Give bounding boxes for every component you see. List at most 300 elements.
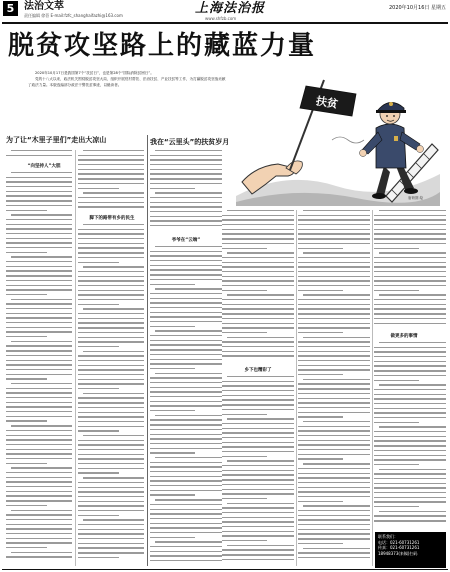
text-line: [227, 294, 294, 295]
text-line: [11, 150, 72, 151]
text-line: [374, 422, 419, 423]
text-line: [6, 191, 72, 192]
text-line: [379, 210, 446, 211]
text-line: [155, 415, 222, 416]
text-line: [150, 216, 222, 217]
text-line: [6, 538, 72, 539]
text-line: [222, 385, 294, 386]
text-line: [6, 327, 72, 328]
footer-divider: [2, 569, 448, 570]
text-line: [83, 519, 144, 520]
page-headline: 脱贫攻坚路上的藏蓝力量: [8, 31, 317, 61]
text-line: [11, 552, 72, 553]
text-line: [222, 489, 294, 490]
text-line: [150, 354, 222, 355]
text-line: [78, 159, 144, 160]
text-line: [298, 374, 343, 375]
text-line: [298, 473, 370, 474]
text-line: [78, 533, 144, 534]
text-line: [78, 487, 144, 488]
column-divider: [75, 150, 76, 566]
text-line: [374, 365, 446, 366]
text-line: [150, 312, 222, 313]
text-line: [150, 326, 195, 327]
text-line: [155, 457, 222, 458]
text-line: [298, 238, 370, 239]
sub-heading: 脚下的路带有乡的民生: [89, 216, 135, 221]
text-line: [150, 419, 222, 420]
text-line: [227, 545, 294, 546]
text-line: [6, 449, 72, 450]
text-line: [298, 341, 370, 342]
text-line: [374, 304, 446, 305]
text-line: [374, 506, 419, 507]
text-line: [222, 404, 294, 405]
text-line: [379, 252, 446, 253]
page-number: 5: [3, 1, 18, 16]
text-line: [78, 397, 144, 398]
text-line: [222, 535, 294, 536]
text-line: [6, 181, 72, 182]
text-line: [78, 233, 144, 234]
text-line: [222, 280, 294, 281]
text-line: [374, 375, 446, 376]
text-line: [78, 515, 119, 516]
text-line: [150, 220, 222, 221]
text-line: [78, 388, 119, 389]
text-line: [78, 322, 144, 323]
text-column: [78, 224, 144, 566]
text-line: [298, 224, 370, 225]
text-line: [374, 229, 446, 230]
text-line: [222, 465, 294, 466]
text-line: [78, 402, 144, 403]
text-line: [222, 498, 267, 499]
text-line: [222, 233, 294, 234]
sub-heading: 爷爷在“云端”: [171, 238, 201, 243]
text-line: [298, 365, 370, 366]
text-line: [222, 442, 294, 443]
text-line: [6, 200, 72, 201]
text-line: [78, 440, 144, 441]
text-line: [6, 303, 72, 304]
text-column: [298, 210, 370, 566]
text-line: [6, 542, 72, 543]
text-line: [298, 444, 370, 445]
text-line: [78, 271, 144, 272]
text-line: [374, 445, 446, 446]
text-line: [298, 402, 370, 403]
text-line: [298, 280, 370, 281]
text-line: [298, 430, 370, 431]
text-line: [303, 421, 370, 422]
text-line: [11, 467, 72, 468]
text-line: [11, 256, 72, 257]
text-line: [374, 285, 446, 286]
text-line: [6, 308, 72, 309]
text-line: [374, 356, 446, 357]
text-line: [150, 368, 195, 369]
text-line: [298, 332, 343, 333]
text-line: [6, 519, 72, 520]
text-line: [222, 219, 294, 220]
text-line: [150, 396, 222, 397]
text-line: [298, 458, 343, 459]
article-title-right: 我在“云里头”的扶贫岁月: [150, 138, 230, 146]
text-line: [78, 369, 144, 370]
text-line: [298, 266, 370, 267]
text-line: [6, 270, 72, 271]
text-line: [78, 178, 144, 179]
text-line: [298, 276, 370, 277]
text-line: [11, 383, 72, 384]
text-line: [6, 350, 72, 351]
text-line: [298, 449, 370, 450]
text-line: [222, 409, 294, 410]
text-line: [150, 532, 222, 533]
text-line: [298, 304, 370, 305]
text-line: [155, 288, 222, 289]
text-line: [150, 349, 222, 350]
text-line: [6, 392, 72, 393]
text-line: [374, 436, 446, 437]
text-line: [150, 269, 222, 270]
text-line: [374, 257, 446, 258]
text-line: [298, 313, 370, 314]
text-line: [6, 210, 47, 211]
text-line: [298, 299, 370, 300]
illustration-credit: 唐荷图 绘: [408, 196, 424, 200]
text-line: [303, 505, 370, 506]
text-line: [374, 412, 446, 413]
text-line: [6, 266, 72, 267]
text-line: [78, 276, 144, 277]
text-line: [78, 454, 144, 455]
text-line: [83, 266, 144, 267]
contact-line: 18948373(来稿)扫码: [378, 550, 418, 556]
text-line: [374, 271, 446, 272]
text-line: [6, 406, 72, 407]
text-line: [78, 280, 144, 281]
text-line: [78, 444, 144, 445]
text-line: [11, 510, 72, 511]
text-line: [298, 538, 370, 539]
text-line: [150, 429, 222, 430]
text-line: [298, 435, 370, 436]
text-line: [374, 280, 446, 281]
text-line: [78, 183, 144, 184]
text-line: [78, 421, 144, 422]
text-line: [374, 361, 446, 362]
text-line: [298, 308, 370, 309]
text-line: [150, 466, 222, 467]
text-line: [298, 552, 370, 553]
sub-heading: 做更多的事情: [390, 334, 418, 339]
text-line: [78, 472, 119, 473]
text-line: [83, 351, 144, 352]
text-line: [374, 243, 446, 244]
text-line: [6, 345, 72, 346]
text-line: [78, 318, 144, 319]
text-line: [298, 519, 370, 520]
text-line: [222, 451, 294, 452]
text-line: [222, 308, 294, 309]
text-line: [78, 346, 119, 347]
text-line: [298, 533, 370, 534]
text-line: [6, 491, 72, 492]
text-line: [150, 340, 222, 341]
text-line: [374, 417, 446, 418]
text-line: [150, 480, 222, 481]
editor-line: 责任编辑 徐蓓 E-mail:fzfc_shanghaifazhi@163.com: [24, 13, 123, 18]
text-line: [150, 178, 222, 179]
text-line: [6, 233, 72, 234]
text-line: [298, 323, 370, 324]
text-line: [222, 243, 294, 244]
text-line: [78, 290, 144, 291]
text-line: [150, 391, 222, 392]
newspaper-website: www.shfzb.com: [205, 16, 237, 21]
text-line: [222, 238, 294, 239]
text-line: [222, 437, 294, 438]
text-line: [6, 155, 72, 156]
text-line: [150, 255, 222, 256]
text-line: [374, 351, 446, 352]
text-line: [150, 494, 195, 495]
text-line: [150, 155, 222, 156]
text-line: [222, 414, 267, 415]
issue-date: 2020年10月16日 星期五: [388, 5, 446, 11]
text-line: [150, 169, 222, 170]
text-line: [150, 173, 222, 174]
poverty-alleviation-illustration: [236, 70, 440, 206]
text-line: [6, 486, 72, 487]
text-line: [150, 251, 222, 252]
text-line: [6, 364, 72, 365]
text-line: [222, 423, 294, 424]
text-line: [78, 304, 119, 305]
text-line: [222, 493, 294, 494]
text-line: [6, 374, 72, 375]
text-line: [78, 313, 144, 314]
text-line: [78, 285, 144, 286]
text-line: [298, 243, 370, 244]
text-line: [150, 377, 222, 378]
text-column: [6, 172, 72, 566]
text-line: [78, 426, 144, 427]
text-line: [227, 418, 294, 419]
text-line: [222, 276, 294, 277]
text-line: [6, 261, 72, 262]
text-line: [222, 299, 294, 300]
text-line: [150, 401, 222, 402]
text-line: [6, 505, 47, 506]
text-line: [6, 355, 72, 356]
text-line: [150, 476, 222, 477]
text-line: [298, 501, 343, 502]
text-line: [222, 474, 294, 475]
text-line: [150, 279, 222, 280]
text-line: [6, 247, 72, 248]
text-line: [6, 524, 72, 525]
text-line: [374, 370, 446, 371]
text-line: [78, 262, 119, 263]
text-line: [150, 284, 195, 285]
intro-paragraph: 党的十八大以来，政法机关围绕脱贫攻坚大局，组织开展驻村帮扶、法治扶贫、产业扶贫等工作，为打赢脱贫攻坚战贡献了政法力量。本版选编部分政法干警扶贫事迹，以飨读者。: [28, 77, 226, 87]
text-line: [78, 547, 144, 548]
text-line: [298, 510, 370, 511]
text-line: [83, 393, 144, 394]
text-line: [374, 478, 446, 479]
text-line: [6, 481, 72, 482]
text-line: [298, 215, 370, 216]
text-line: [379, 511, 446, 512]
text-line: [298, 229, 370, 230]
text-line: [150, 410, 195, 411]
text-line: [6, 238, 72, 239]
text-line: [6, 533, 72, 534]
text-line: [6, 285, 72, 286]
text-line: [6, 177, 72, 178]
text-line: [150, 206, 222, 207]
text-line: [78, 529, 144, 530]
text-line: [6, 195, 72, 196]
newspaper-title: 上海法治报: [195, 1, 266, 16]
text-line: [6, 205, 72, 206]
text-line: [150, 424, 222, 425]
text-line: [374, 483, 446, 484]
text-line: [6, 219, 72, 220]
text-line: [298, 383, 370, 384]
text-line: [78, 505, 144, 506]
text-line: [222, 549, 294, 550]
text-line: [298, 219, 370, 220]
text-line: [155, 373, 222, 374]
text-line: [222, 351, 294, 352]
text-line: [374, 347, 446, 348]
text-line: [222, 323, 294, 324]
text-line: [298, 271, 370, 272]
text-line: [150, 183, 222, 184]
text-line: [83, 224, 144, 225]
text-line: [150, 335, 222, 336]
text-line: [83, 150, 144, 151]
text-line: [150, 164, 222, 165]
text-line: [298, 412, 370, 413]
text-line: [222, 526, 294, 527]
text-line: [150, 490, 222, 491]
contact-line: 传真：021-60731261: [378, 545, 420, 551]
text-line: [222, 271, 294, 272]
text-line: [6, 224, 72, 225]
text-line: [374, 459, 446, 460]
text-line: [227, 460, 294, 461]
text-line: [298, 233, 370, 234]
text-line: [78, 206, 144, 207]
text-line: [78, 155, 144, 156]
text-line: [222, 428, 294, 429]
text-line: [78, 252, 144, 253]
text-line: [150, 202, 222, 203]
text-line: [11, 299, 72, 300]
text-line: [374, 248, 419, 249]
text-line: [298, 257, 370, 258]
text-line: [78, 360, 144, 361]
text-line: [222, 266, 294, 267]
text-line: [374, 440, 446, 441]
text-line: [155, 499, 222, 500]
text-line: [298, 248, 343, 249]
text-line: [78, 229, 144, 230]
text-line: [150, 537, 195, 538]
text-line: [222, 229, 294, 230]
text-line: [150, 504, 222, 505]
text-line: [6, 556, 72, 557]
text-line: [6, 388, 72, 389]
text-line: [298, 285, 370, 286]
text-line: [78, 299, 144, 300]
text-column: [222, 376, 294, 566]
text-line: [374, 389, 446, 390]
text-line: [78, 496, 144, 497]
text-line: [78, 379, 144, 380]
text-line: [222, 559, 294, 560]
text-line: [155, 541, 222, 542]
intro-text: [28, 71, 228, 89]
text-line: [78, 552, 144, 553]
text-line: [298, 454, 370, 455]
text-line: [6, 453, 72, 454]
text-line: [150, 555, 222, 556]
text-line: [222, 224, 294, 225]
text-line: [374, 215, 446, 216]
text-line: [374, 492, 446, 493]
text-line: [6, 331, 72, 332]
text-line: [374, 313, 446, 314]
text-line: [298, 426, 370, 427]
text-column: [150, 150, 222, 234]
page-header: [0, 0, 450, 22]
column-divider: [296, 210, 297, 566]
text-line: [150, 316, 222, 317]
text-line: [222, 346, 294, 347]
text-line: [78, 355, 144, 356]
text-line: [222, 304, 294, 305]
text-line: [6, 416, 72, 417]
text-line: [298, 524, 370, 525]
text-line: [150, 527, 222, 528]
text-line: [374, 473, 446, 474]
text-line: [6, 369, 72, 370]
text-line: [303, 252, 370, 253]
text-line: [6, 336, 47, 337]
text-line: [150, 546, 222, 547]
text-line: [222, 257, 294, 258]
text-line: [374, 380, 419, 381]
text-line: [83, 192, 144, 193]
text-line: [11, 341, 72, 342]
text-line: [374, 308, 446, 309]
text-line: [150, 211, 222, 212]
text-line: [6, 280, 72, 281]
text-line: [150, 293, 222, 294]
text-line: [298, 327, 370, 328]
text-line: [298, 491, 370, 492]
text-line: [150, 188, 195, 189]
text-line: [298, 346, 370, 347]
text-line: [222, 381, 294, 382]
text-line: [150, 560, 222, 561]
